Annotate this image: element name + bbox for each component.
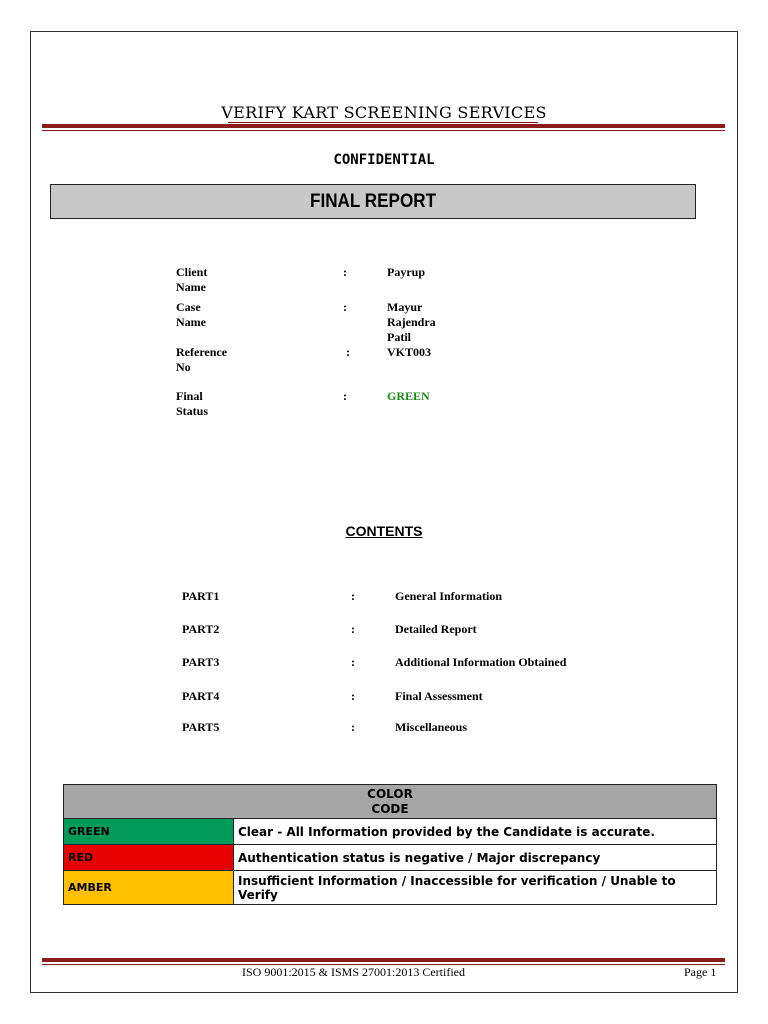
color-code-table <box>63 784 717 905</box>
company-underline <box>228 122 538 123</box>
part-label: PART1 <box>182 589 220 603</box>
part-colon: : <box>351 589 355 603</box>
info-label: Case Name <box>176 300 206 329</box>
part-description: Final Assessment <box>395 689 483 703</box>
info-colon: : <box>343 300 347 314</box>
info-label: Client Name <box>176 265 208 294</box>
status-value: GREEN <box>387 389 430 403</box>
info-label: Reference No <box>176 345 228 374</box>
part-description: Detailed Report <box>395 622 477 636</box>
part-description: Additional Information Obtained <box>395 655 567 669</box>
part-colon: : <box>351 622 355 636</box>
company-name: VERIFY KART SCREENING SERVICES <box>221 103 547 122</box>
info-colon: : <box>346 345 350 359</box>
table-row <box>64 871 717 905</box>
code-cell-red: RED <box>64 845 234 871</box>
info-colon: : <box>343 389 347 403</box>
final-report-title: FINAL REPORT <box>309 190 437 212</box>
part-description: Miscellaneous <box>395 720 467 734</box>
info-value: Payrup <box>387 265 426 279</box>
part-colon: : <box>351 655 355 669</box>
page-number: Page 1 <box>684 965 717 979</box>
code-description: Clear - All Information provided by the Candidate is accurate. <box>234 819 717 845</box>
part-label: PART2 <box>182 622 220 636</box>
table-row <box>64 845 717 871</box>
footer-rule-thick <box>42 958 725 962</box>
color-code-header <box>64 785 717 819</box>
part-label: PART5 <box>182 720 220 734</box>
header-line: CODE <box>371 801 409 816</box>
info-colon: : <box>343 265 347 279</box>
info-value: Mayur Rajendra Patil <box>387 300 436 344</box>
part-colon: : <box>351 720 355 734</box>
part-label: PART4 <box>182 689 220 703</box>
part-colon: : <box>351 689 355 703</box>
code-cell-green: GREEN <box>64 819 234 845</box>
code-description: Authentication status is negative / Major discrepancy <box>234 845 717 871</box>
certification-text: ISO 9001:2015 & ISMS 27001:2013 Certified <box>242 965 466 979</box>
contents-heading: CONTENTS <box>345 523 423 539</box>
part-label: PART3 <box>182 655 220 669</box>
confidential-label: CONFIDENTIAL <box>333 152 435 168</box>
table-row <box>64 819 717 845</box>
code-description: Insufficient Information / Inaccessible for verification / Unable to Verify <box>234 871 717 905</box>
header-rule-thin <box>42 130 725 131</box>
table-header-row <box>64 785 717 819</box>
part-description: General Information <box>395 589 502 603</box>
header-line: COLOR <box>367 786 413 801</box>
info-value: VKT003 <box>387 345 432 359</box>
code-cell-amber: AMBER <box>64 871 234 905</box>
final-report-banner <box>50 184 696 219</box>
header-rule-thick <box>42 124 725 128</box>
info-label: Final Status <box>176 389 209 418</box>
